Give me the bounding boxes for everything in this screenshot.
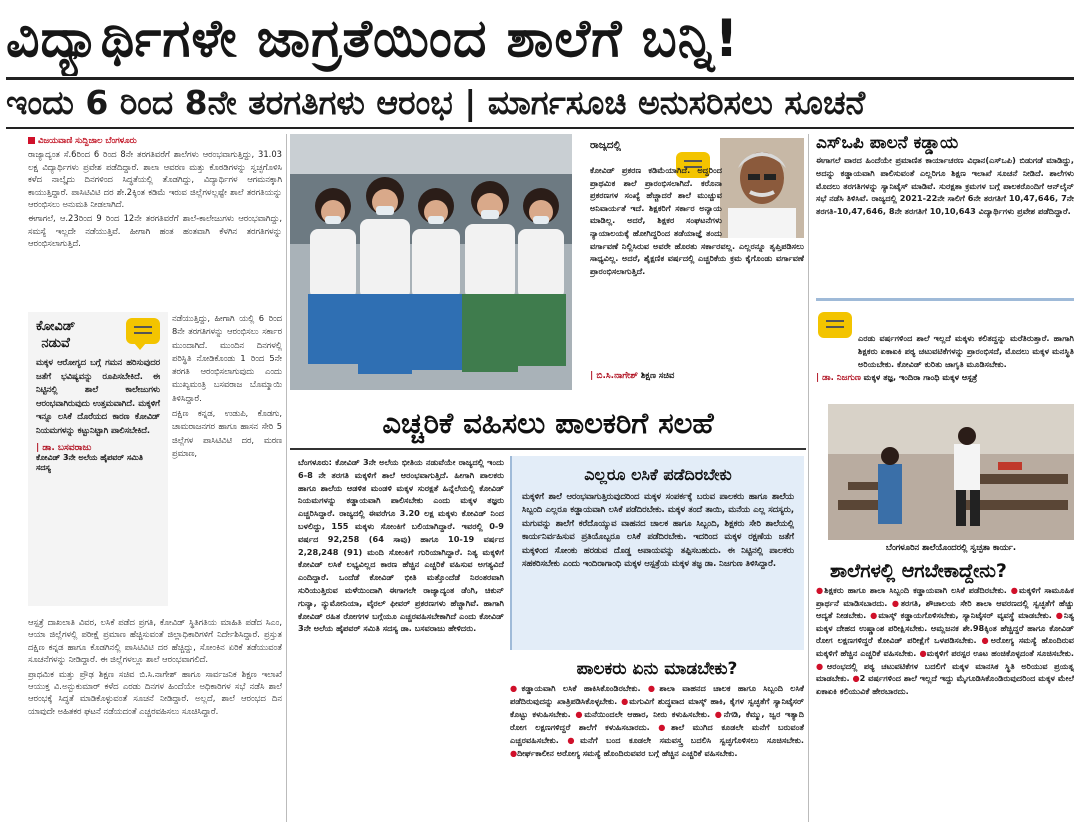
photo-caption: ಬೆಂಗಳೂರಿನ ಶಾಲೆಯೊಂದರಲ್ಲಿ ಸ್ವಚ್ಛತಾ ಕಾರ್ಯ. xyxy=(885,542,1017,552)
vaccine-title: ಎಲ್ಲರೂ ಲಸಿಕೆ ಪಡೆದಿರಬೇಕು xyxy=(584,465,732,484)
sop-section xyxy=(816,132,1074,294)
minister-quote-block xyxy=(580,134,806,394)
parents-section xyxy=(510,656,804,822)
covid-box-title: ಕೋವಿಡ್ ನಡುವೆ xyxy=(36,319,76,351)
list-item: ●ಶಿಕ್ಷಕರು ಹಾಗೂ ಶಾಲಾ ಸಿಬ್ಬಂದಿ ಕಡ್ಡಾಯವಾಗಿ ಲಸಿಕೆ ಪಡೆದಿರಬೇಕು. xyxy=(816,585,1007,595)
headline: ವಿದ್ಯಾರ್ಥಿಗಳೇ ಜಾಗ್ರತೆಯಿಂದ ಶಾಲೆಗೆ ಬನ್ನಿ! xyxy=(6,9,740,69)
list-item: ●ಆರಂಭದಲ್ಲಿ ಪಠ್ಯ ಚಟುವಟಿಕೆಗಳ ಬದಲಿಗೆ ಮಕ್ಕಳ ಮಾನಸಿಕ ಸ್ಥಿತಿ ಅರಿಯುವ ಪ್ರಯತ್ನ ಮಾಡಬೇಕು. xyxy=(816,660,1074,684)
subheadline: ಇಂದು 6 ರಿಂದ 8ನೇ ತರಗತಿಗಳು ಆರಂಭ | ಮಾರ್ಗಸೂಚಿ ಅನುಸರಿಸಲು ಸೂಚನೆ xyxy=(6,83,866,122)
warning-text: ಬೆಂಗಳೂರು: ಕೋವಿಡ್ 3ನೇ ಅಲೆಯ ಭೀತಿಯ ನಡುವೆಯೇ ರಾಜ್ಯದಲ್ಲಿ ಇಂದು 6-8 ನೇ ತರಗತಿ ಮಕ್ಕಳಿಗೆ ಶಾಲೆ ಆರಂಭವಾಗುತ್ತಿದೆ. ಹೀಗಾಗಿ ಪಾಲಕರು ಹಾಗೂ ಶಾಲೆಯ ಆಡಳಿತ ಮಂಡಳಿ ಮಕ್ಕಳ ಸುರಕ್ಷತೆ ಹಿನ್ನೆಲೆಯಲ್ಲಿ ಕೋವಿಡ್ ನಿಯಮಗಳನ್ನು ಕಡ್ಡಾಯವಾಗಿ ಪಾಲಿಸಬೇಕು ಎಂದು ಮಕ್ಕಳ ತಜ್ಞರು ಎಚ್ಚರಿಸಿದ್ದಾರೆ. ರಾಜ್ಯದಲ್ಲಿ ಈವರೆಗೂ 3.20 ಲಕ್ಷ ಮಕ್ಕಳು ಕೋವಿಡ್ ನಿಂದ ಬಳಲಿದ್ದು, 155 ಮಕ್ಕಳು ಸೋಂಕಿಗೆ ಬಲಿಯಾಗಿದ್ದಾರೆ. ಇವರಲ್ಲಿ 0-9 ವರ್ಷದ 92,258 (64 ಸಾವು) ಹಾಗೂ 10-19 ವರ್ಷದ 2,28,248 (91) ಮಂದಿ ಸೋಂಕಿಗೆ ಗುರಿಯಾಗಿದ್ದಾರೆ. ನಿತ್ಯ ಮಕ್ಕಳಿಗೆ ಕೋವಿಡ್ ಲಸಿಕೆ ಲಭ್ಯವಿಲ್ಲದ ಕಾರಣ ಹೆಚ್ಚಿನ ಎಚ್ಚರಿಕೆ ವಹಿಸುವ ಅಗತ್ಯವಿದೆ ಎಂದಿದ್ದಾರೆ. ಒಂದೆಡೆ ಕೋವಿಡ್ ಭೀತಿ ಮತ್ತೊಂದೆಡೆ ನಿರಂತರವಾಗಿ ಸುರಿಯುತ್ತಿರುವ ಮಳೆಯಿಂದಾಗಿ ಈಗಾಗಲೇ ರಾಜ್ಯಾದ್ಯಂತ ಡೆಂಗಿ, ಚಿಕುನ್ ಗುನ್ಯಾ, ನ್ಯುಮೋನಿಯಾ, ವೈರಲ್ ಫೀವರ್ ಪ್ರಕರಣಗಳು ಹೆಚ್ಚಾಗಿವೆ. ಹಾಗಾಗಿ ಕೋವಿಡ್ ರಹಿತ ರೋಗಗಳ ಬಗ್ಗೆಯೂ ಎಚ್ಚರವಹಿಸಬೇಕಾಗಿದೆ ಎಂದು ಕೋವಿಡ್ 3ನೇ ಅಲೆಯ ಹೈಪವರ್ ಸಮಿತಿ ಸದಸ್ಯ ಡಾ. ಬಸವರಾಜು ಹೇಳಿದರು. xyxy=(298,457,504,634)
sop-title: ಎಸ್‌ಒಪಿ ಪಾಲನೆ ಕಡ್ಡಾಯ xyxy=(816,133,959,153)
column-divider xyxy=(808,134,809,822)
nijaguna-text: ಎರಡು ವರ್ಷಗಳಿಂದ ಶಾಲೆ ಇಲ್ಲದೆ ಮಕ್ಕಳು ಕಲಿತದ್ದನ್ನು ಮರೆತಿರುತ್ತಾರೆ. ಹಾಗಾಗಿ ಶಿಕ್ಷಕರು ಏಕಾಏಕಿ ಪಠ್ಯ ಚಟುವಟಿಕೆಗಳನ್ನು ಪ್ರಾರಂಭಿಸದೆ, ಮೊದಲು ಮಕ್ಕಳ ಮನಸ್ಥಿತಿ ಅರಿಯಬೇಕು. ಕೋವಿಡ್ ಕುರಿತು ಜಾಗೃತಿ ಮೂಡಿಸಬೇಕು. xyxy=(858,333,1074,369)
left-paragraph-4: ಪ್ರಾಥಮಿಕ ಮತ್ತು ಪ್ರೌಢ ಶಿಕ್ಷಣ ಸಚಿವ ಬಿ.ಸಿ.ನಾಗೇಶ್ ಹಾಗೂ ಸಾರ್ವಜನಿಕ ಶಿಕ್ಷಣ ಇಲಾಖೆ ಆಯುಕ್ತ ವಿ.ಅನ್ಬುಕುಮಾರ್ ಕಳೆದ ಎರಡು ದಿನಗಳ ಹಿಂದೆಯೇ ಅಧಿಕಾರಿಗಳ ಸಭೆ ನಡೆಸಿ ಶಾಲೆ ಆರಂಭಕ್ಕೆ ಸಿದ್ಧತೆ ಮಾಡಿಕೊಳ್ಳುವಂತೆ ಸೂಚನೆ ನೀಡಿದ್ದಾರೆ. ಅಲ್ಲದೆ, ಶಾಲೆ ಆರಂಭದ ದಿನ ಯಾವುದೇ ಅಹಿತಕರ ಘಟನೆ ನಡೆಯದಂತೆ ಎಚ್ಚರವಹಿಸಲು ಸೂಚಿಸಿದ್ದಾರೆ. xyxy=(28,668,282,716)
warning-rule xyxy=(290,448,806,450)
left-paragraph-2: ಈಗಾಗಲೆ, ಆ.23ರಿಂದ 9 ರಿಂದ 12ನೇ ತರಗತಿವರೆಗೆ ಶಾಲೆ-ಕಾಲೇಜುಗಳು ಆರಂಭವಾಗಿದ್ದು, ಸಮಸ್ಯೆ ಇಲ್ಲದೇ ನಡೆಯುತ್ತಿವೆ. ಹೀಗಾಗಿ ಹಂತ ಹಂತವಾಗಿ ಕೆಳಗಿನ ತರಗತಿಗಳನ್ನು ಆರಂಭಿಸಲಾಗುತ್ತಿದೆ. xyxy=(28,213,282,249)
sop-text: ಈಗಾಗಲೆ ವಾರದ ಹಿಂದೆಯೇ ಪ್ರಮಾಣಿತ ಕಾರ್ಯಾಚರಣ ವಿಧಾನ(ಎಸ್‌ಒಪಿ) ಬಿಡುಗಡೆ ಮಾಡಿದ್ದು, ಅದನ್ನು ಕಡ್ಡಾಯವಾಗಿ ಪಾಲಿಸುವಂತೆ ಎಲ್ಲರಿಗೂ ಶಿಕ್ಷಣ ಇಲಾಖೆ ಸೂಚನೆ ನೀಡಿದೆ. ಶಾಲೆಗಳು ಮೊದಲು ತರಗತಿಗಳನ್ನು ಸ್ಯಾನಿಟೈಸ್ ಮಾಡಿವೆ. ಸುರಕ್ಷತಾ ಕ್ರಮಗಳ ಬಗ್ಗೆ ಪಾಲಕರೊಂದಿಗೆ ಆನ್‌ಲೈನ್ ಸಭೆ ನಡೆಸಿ ತಿಳಿಸಿವೆ. ರಾಜ್ಯದಲ್ಲಿ 2021-22ನೇ ಸಾಲಿಗೆ 6ನೇ ತರಗತಿಗೆ 10,47,646, 7ನೇ ತರಗತಿ-10,47,646, 8ನೇ ತರಗತಿಗೆ 10,10,643 ವಿದ್ಯಾರ್ಥಿಗಳು ಪ್ರವೇಶ ಪಡೆದಿದ್ದಾರೆ. xyxy=(816,155,1074,217)
minister-quote-signature: | ಬಿ.ಸಿ.ನಾಗೇಶ್ ಶಿಕ್ಷಣ ಸಚಿವ xyxy=(590,370,675,381)
minister-quote-lead: ರಾಜ್ಯದಲ್ಲಿ xyxy=(590,140,621,151)
speech-bubble-icon xyxy=(818,312,852,338)
schools-section xyxy=(816,558,1074,822)
sop-divider xyxy=(816,298,1074,301)
list-item: ●ಮಗುವಿಗೆ ಶುದ್ಧವಾದ ಮಾಸ್ಕ್ ಹಾಕಿ, ಕೈಗಳ ಸ್ವಚ್ಛತೆಗೆ ಸ್ಯಾನಿಟೈಸರ್ ಕೊಟ್ಟು ಕಳುಹಿಸಬೇಕು. xyxy=(510,696,804,719)
vaccine-text: ಮಕ್ಕಳಿಗೆ ಶಾಲೆ ಆರಂಭವಾಗುತ್ತಿರುವುದರಿಂದ ಮಕ್ಕಳ ಸಂಪರ್ಕಕ್ಕೆ ಬರುವ ಪಾಲಕರು ಹಾಗೂ ಶಾಲೆಯ ಸಿಬ್ಬಂದಿ ಎಲ್ಲರೂ ಕಡ್ಡಾಯವಾಗಿ ಲಸಿಕೆ ಪಡೆದಿರಬೇಕು. ಮಕ್ಕಳ ತಂದೆ ತಾಯಿ, ಮನೆಯ ಎಲ್ಲ ಸದಸ್ಯರು, ಮಗುವನ್ನು ಶಾಲೆಗೆ ಕರೆದೊಯ್ಯುವ ವಾಹನದ ಚಾಲಕ ಹಾಗೂ ಸಿಬ್ಬಂದಿ, ಶಿಕ್ಷಕರು ಸೇರಿ ಶಾಲೆಯಲ್ಲಿ ಕಾರ್ಯನಿರ್ವಹಿಸುವ ಪ್ರತಿಯೊಬ್ಬರೂ ಲಸಿಕೆ ಪಡೆದಿರಬೇಕು. ಇದರಿಂದ ಮಕ್ಕಳ ರಕ್ಷಣೆಯ ಜತೆಗೆ ಮಕ್ಕಳಿಂದ ಸೋಂಕು ಹರಡುವ ದೊಡ್ಡ ಅಪಾಯವನ್ನು ತಪ್ಪಿಸಬಹುದು. ಈ ನಿಟ್ಟಿನಲ್ಲಿ ಪಾಲಕರು ಸಹಕರಿಸಬೇಕು ಎಂದು ಇಂದಿರಾಗಾಂಧಿ ಮಕ್ಕಳ ಆಸ್ಪತ್ರೆಯ ಮಕ್ಕಳ ತಜ್ಞ ಡಾ. ನಿಜಗುಣ ತಿಳಿಸಿದ್ದಾರೆ. xyxy=(522,491,794,569)
list-item: ●ಕಡ್ಡಾಯವಾಗಿ ಲಸಿಕೆ ಹಾಕಿಸಿಕೊಂಡಿರಬೇಕು. xyxy=(510,683,641,693)
list-item: ●ಅರೋಗ್ಯ ಸಮಸ್ಯೆ ಹೊಂದಿರುವ ಮಕ್ಕಳಿಗೆ ಹೆಚ್ಚಿನ ಎಚ್ಚರಿಕೆ ವಹಿಸಬೇಕು. xyxy=(816,635,1074,658)
left-column-bottom xyxy=(28,616,282,821)
list-item: ●ದೀರ್ಘಕಾಲೀನ ಅರೋಗ್ಯ ಸಮಸ್ಯೆ ಹೊಂದಿರುವವರ ಬಗ್ಗೆ ಹೆಚ್ಚಿನ ಎಚ್ಚರಿಕೆ ವಹಿಸಬೇಕು. xyxy=(510,748,738,758)
left-paragraph-3: ಆಸ್ಪತ್ರೆ ದಾಖಲಾತಿ ವಿವರ, ಲಸಿಕೆ ಪಡೆದ ಪ್ರಗತಿ, ಕೋವಿಡ್ ಸ್ಥಿತಿಗತಿಯ ಮಾಹಿತಿ ಪಡೆದ ಸಿಎಂ, ಆಯಾ ಜಿಲ್ಲೆಗಳಲ್ಲಿ ಪರೀಕ್ಷೆ ಪ್ರಮಾಣ ಹೆಚ್ಚಿಸುವಂತೆ ಜಿಲ್ಲಾಧಿಕಾರಿಗಳಿಗೆ ನಿರ್ದೇಶಿಸಿದ್ದಾರೆ. ಪ್ರಸ್ತುತ ದಕ್ಷಿಣ ಕನ್ನಡ ಹಾಗೂ ಕೊಡಗಿನಲ್ಲಿ ಪಾಸಿಟಿವಿಟಿ ದರ ಹೆಚ್ಚಿದ್ದು, ಸೋಂಕಿನ ಏರಿಕೆ ತಡೆಯುವಂತೆ ಸೂಚನೆಗಳನ್ನು ನೀಡಿದ್ದಾರೆ. ಈ ಜಿಲ್ಲೆಗಳಲ್ಲೂ ಶಾಲೆ ಆರಂಭವಾಗಲಿದೆ. xyxy=(28,617,282,665)
dateline: ವಿಜಯವಾಣಿ ಸುದ್ದಿಜಾಲ ಬೆಂಗಳೂರು xyxy=(38,135,137,145)
schools-title: ಶಾಲೆಗಳಲ್ಲಿ ಆಗಬೇಕಾದ್ದೇನು? xyxy=(830,560,1007,582)
covid-quote-box xyxy=(28,312,168,606)
column-divider xyxy=(286,134,287,822)
cleaning-illustration xyxy=(828,404,1074,540)
list-item: ●ಮಕ್ಕಳಿಗೆ ಪರಸ್ಪರ ಊಟ ಹಂಚಿಕೊಳ್ಳದಂತೆ ಸೂಚಿಸಬೇಕು. xyxy=(919,647,1074,658)
students-illustration xyxy=(290,134,572,390)
list-item: ●2 ವರ್ಷಗಳಿಂದ ಶಾಲೆ ಇಲ್ಲದೆ ಇದ್ದು ಮೈಗೂಡಿಸಿಕೊಂಡಿರುವುದರಿಂದ ಮಕ್ಕಳ ಮೇಲೆ ಏಕಾಏಕಿ ಕಲಿಯುವಿಕೆ ಹೇರಬಾರದು. xyxy=(816,673,1074,696)
list-item: ●ಮನೆಯಿಂದಲೇ ಆಹಾರ, ನೀರು ಕಳುಹಿಸಬೇಕು. xyxy=(575,709,711,719)
warning-title: ಎಚ್ಚರಿಕೆ ವಹಿಸಲು ಪಾಲಕರಿಗೆ ಸಲಹೆ xyxy=(382,406,714,440)
nijaguna-signature: | ಡಾ. ನಿಜಗುಣ ಮಕ್ಕಳ ತಜ್ಞ, ಇಂದಿರಾ ಗಾಂಧಿ ಮಕ್ಕಳ ಆಸ್ಪತ್ರೆ xyxy=(816,372,978,383)
parents-list xyxy=(510,682,804,760)
list-item: ●ತರಗತಿ, ಶೌಚಾಲಯ ಸೇರಿ ಶಾಲಾ ಆವರಣದಲ್ಲಿ ಸ್ವಚ್ಛತೆಗೆ ಹೆಚ್ಚು ಆದ್ಯತೆ ನೀಡಬೇಕು. xyxy=(816,597,1074,621)
vaccine-box xyxy=(510,456,804,650)
left-column-narrow: ನಡೆಯುತ್ತಿದ್ದು, ಹೀಗಾಗಿ ಯಲ್ಲಿ 6 ರಿಂದ 8ನೇ ತರಗತಿಗಳನ್ನು ಆರಂಭಿಸಲು ಸರ್ಕಾರ ಮುಂದಾಗಿದೆ. ಮುಂದಿನ ದಿನಗಳಲ್ಲಿ ಪರಿಸ್ಥಿತಿ ನೋಡಿಕೊಂಡು 1 ರಿಂದ 5ನೇ ತರಗತಿ ಆರಂಭಿಸಲಾಗುವುದು ಎಂದು ಮುಖ್ಯಮಂತ್ರಿ ಬಸವರಾಜ ಬೊಮ್ಮಾಯಿ ತಿಳಿಸಿದ್ದಾರೆ. ದಕ್ಷಿಣ ಕನ್ನಡ, ಉಡುಪಿ, ಕೊಡಗು, ಚಾಮರಾಜನಗರ ಹಾಗೂ ಹಾಸನ ಸೇರಿ 5 ಜಿಲ್ಲೆಗಳ ಪಾಸಿಟಿವಿಟಿ ದರ, ಮರಣ ಪ್ರಮಾಣ, xyxy=(172,313,282,458)
list-item: ●ಮನೆಗೆ ಬಂದ ಕೂಡಲೇ ಸಮವಸ್ತ್ರ ಬದಲಿಸಿ ಸ್ವಚ್ಛಗೊಳಿಸಲು ಸೂಚಿಸಬೇಕು. xyxy=(567,735,804,745)
subheadline-rule xyxy=(6,127,1074,129)
list-item: ●ನಿತ್ಯ ಮಕ್ಕಳ ದೇಹದ ಉಷ್ಣಾಂಶ ಪರೀಕ್ಷಿಸಬೇಕು. ಆಮ್ಲಜನಕ ಶೇ.98ಕ್ಕಿಂತ ಹೆಚ್ಚಿದ್ದರೆ ಹಾಗೂ ಕೋವಿಡ್ ರೋಗ ಲಕ್ಷಣಗಳಿದ್ದರೆ ಕೋವಿಡ್ ಪರೀಕ್ಷೆಗೆ ಒಳಪಡಿಸಬೇಕು. xyxy=(816,610,1074,646)
left-paragraph-1: ರಾಜ್ಯಾದ್ಯಂತ ಸೆ.6ರಿಂದ 6 ರಿಂದ 8ನೇ ತರಗತಿವರೆಗೆ ಶಾಲೆಗಳು ಆರಂಭವಾಗುತ್ತಿದ್ದು, 31.03 ಲಕ್ಷ ವಿದ್ಯಾರ್ಥಿಗಳು ಪ್ರವೇಶ ಪಡೆದಿದ್ದಾರೆ. ಶಾಲಾ ಆವರಣ ಮತ್ತು ಕೊಠಡಿಗಳನ್ನು ಸ್ವಚ್ಛಗೊಳಿಸಿ ಕಳೆದ ನಾಲ್ಕೈದು ದಿನಗಳಿಂದ ಸಿದ್ಧತೆಯಲ್ಲಿ ತೊಡಗಿದ್ದು, ವಿದ್ಯಾರ್ಥಿಗಳ ಆಗಮನಕ್ಕಾಗಿ ಕಾಯುತ್ತಿದ್ದಾರೆ. ಪಾಸಿಟಿವಿಟಿ ದರ ಶೇ.2ಕ್ಕಿಂತ ಕಡಿಮೆ ಇರುವ ಜಿಲ್ಲೆಗಳಲ್ಲಷ್ಟೇ ಶಾಲೆ ತರಗತಿಯನ್ನು ಆರಂಭಿಸಲು ಅನುಮತಿ ನೀಡಲಾಗಿದೆ. xyxy=(28,149,282,210)
minister-quote-text: ಕೋವಿಡ್ ಪ್ರಕರಣ ಕಡಿಮೆಯಾಗಿದೆ. ಅದ್ದರಿಂದ ಪ್ರಾಥಮಿಕ ಶಾಲೆ ಪ್ರಾರಂಭಿಸಲಾಗಿದೆ. ಕರೊನಾ ಪ್ರಕರಣಗಳ ಸಂಖ್ಯೆ ಹೆಚ್ಚಾದರೆ ಶಾಲೆ ಮುಚ್ಚುವ ಅನಿವಾರ್ಯತೆ ಇದೆ. ಶಿಕ್ಷಕರಿಗೆ ಸರ್ಕಾರ ಅನ್ಯಾಯ ಮಾಡಿಲ್ಲ. ಅದರೆ, ಶಿಕ್ಷಕರ ಸಂಘಟನೆಗಳು ನ್ಯಾಯಾಲಯಕ್ಕೆ ಹೋಗಿದ್ದರಿಂದ ತಡೆಯಾಜ್ಞೆ ತಂದು ವರ್ಗಾವಣೆ ನಿಲ್ಲಿಸಿರುವ ಅವರೇ ಹೊರತು ಸರ್ಕಾರವಲ್ಲ. ಎಲ್ಲರನ್ನೂ ತೃಪ್ತಿಪಡಿಸಲು ಸಾಧ್ಯವಿಲ್ಲ. ಅದರೆ, ಶೈಕ್ಷಣಿಕ ವರ್ಷದಲ್ಲಿ ಎಚ್ಚರಿಕೆಯ ಕ್ರಮ ಕೈಗೊಂಡು ವರ್ಗಾವಣೆ ಪ್ರಾರಂಭಿಸಲಾಗುತ್ತಿದೆ. xyxy=(590,165,804,276)
nijaguna-quote xyxy=(816,306,1074,398)
speech-bubble-icon xyxy=(126,318,160,344)
list-item: ●ಮಾಸ್ಕ್ ಕಡ್ಡಾಯಗೊಳಿಸಬೇಕು, ಸ್ಯಾನಿಟೈಸರ್ ವ್ಯವಸ್ಥೆ ಮಾಡಬೇಕು. xyxy=(870,610,1052,621)
students-photo xyxy=(290,134,572,390)
covid-box-text: ಮಕ್ಕಳ ಆರೋಗ್ಯದ ಬಗ್ಗೆ ಗಮನ ಹರಿಸುವುದರ ಜತೆಗೆ ಭವಿಷ್ಯವನ್ನು ರೂಪಿಸಬೇಕಿದೆ. ಈ ನಿಟ್ಟಿನಲ್ಲಿ ಶಾಲೆ ಕಾಲೇಜುಗಳು ಆರಂಭವಾಗಿರುವುದು ಉತ್ತಮವಾಗಿದೆ. ಮಕ್ಕಳಿಗೆ ಇನ್ನೂ ಲಸಿಕೆ ದೊರೆಯದ ಕಾರಣ ಕೋವಿಡ್ ನಿಯಮಗಳನ್ನು ಕಟ್ಟುನಿಟ್ಟಾಗಿ ಪಾಲಿಸಬೇಕಿದೆ. xyxy=(36,357,160,435)
list-item: ●ನೆಗಡಿ, ಕೆಮ್ಮು, ಜ್ವರ ಇತ್ಯಾದಿ ರೋಗ ಲಕ್ಷಣಗಳಿದ್ದರೆ ಶಾಲೆಗೆ ಕಳುಹಿಸಬಾರದು. xyxy=(510,709,804,732)
cleaning-photo xyxy=(828,404,1074,540)
parents-title: ಪಾಲಕರು ಏನು ಮಾಡಬೇಕು? xyxy=(576,659,738,679)
list-item: ●ಶಾಲಾ ವಾಹನದ ಚಾಲಕ ಹಾಗೂ ಸಿಬ್ಬಂದಿ ಲಸಿಕೆ ಪಡೆದಿರುವುದನ್ನು ಖಾತ್ರಿಪಡಿಸಿಕೊಳ್ಳಬೇಕು. xyxy=(510,683,804,706)
list-item: ●ಮಕ್ಕಳಿಗೆ ಸಾಮೂಹಿಕ ಪ್ರಾರ್ಥನೆ ಮಾಡಿಸಬಾರದು. xyxy=(816,585,1074,608)
left-column-top xyxy=(28,134,282,308)
bullet-square-icon xyxy=(28,137,35,144)
covid-box-signature: | ಡಾ. ಬಸವರಾಜು ಕೋವಿಡ್ 3ನೇ ಅಲೆಯ ಹೈಪವರ್ ಸಮಿತಿ ಸದಸ್ಯ xyxy=(36,443,143,472)
list-item: ●ಶಾಲೆ ಮುಗಿದ ಕೂಡಲೇ ಮನೆಗೆ ಬರುವಂತೆ ಎಚ್ಚರವಹಿಸಬೇಕು. xyxy=(510,722,804,745)
schools-list xyxy=(816,584,1074,697)
